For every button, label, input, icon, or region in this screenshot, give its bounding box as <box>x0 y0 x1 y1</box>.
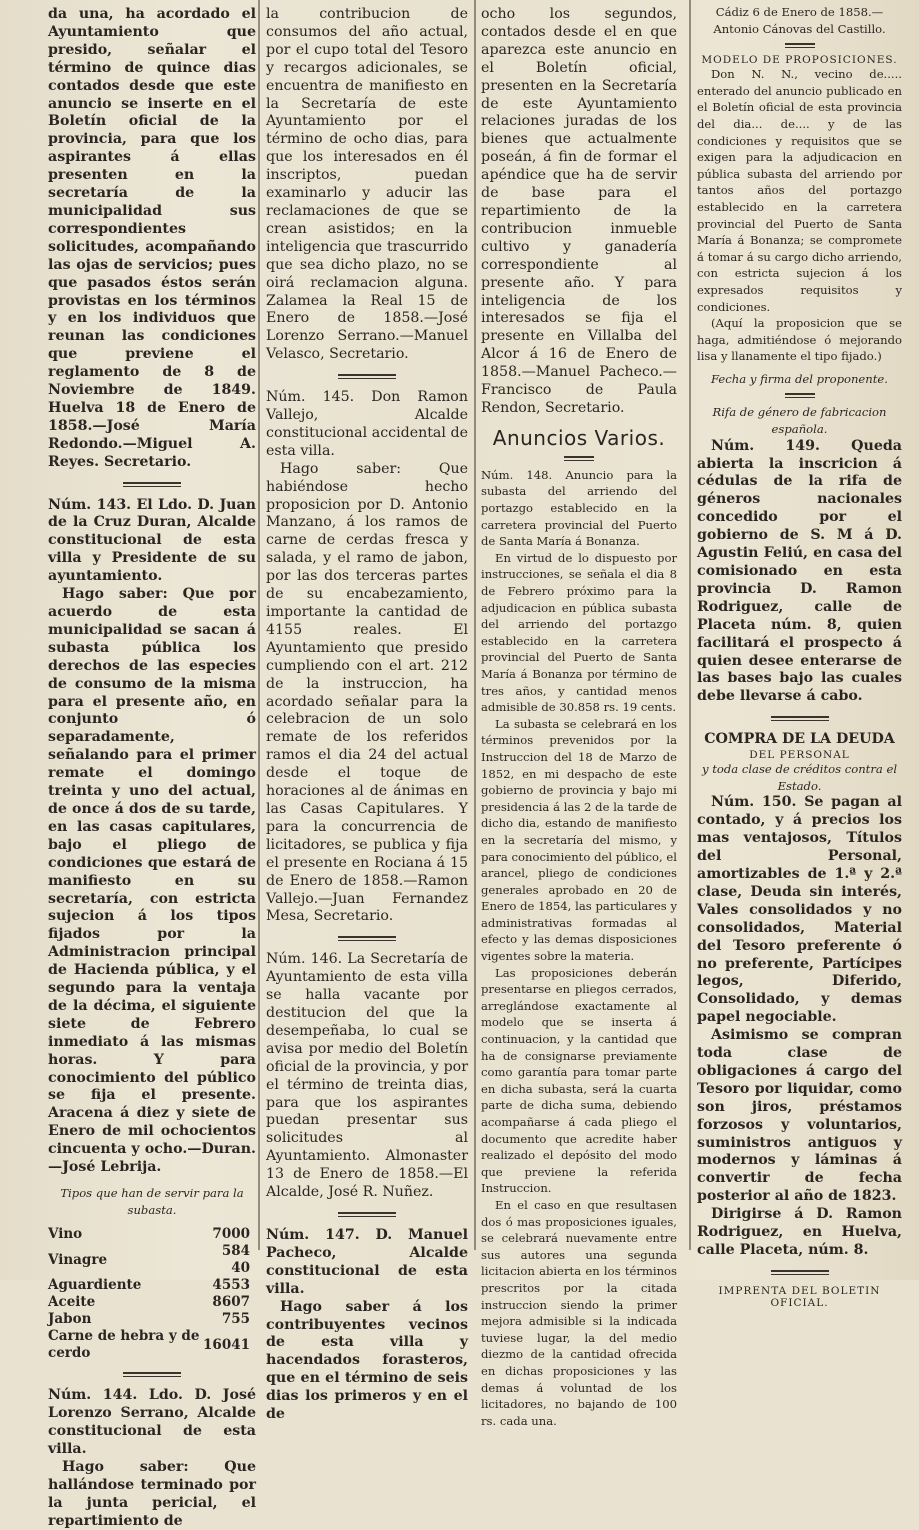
notice-147-heading: Núm. 147. D. Manuel Pacheco, Alcalde constitucional de esta villa. <box>266 1227 468 1297</box>
separator <box>564 456 594 461</box>
notice-150: Núm. 150. Se pagan al contado, y á precios los mas ventajosos, Títulos del Personal, amortizables de 1.ª y 2.ª clase, Deuda sin interés, Vales consolidados y no consolidados, Material del Tesoro preferente ó no preferente, Partícipes legos, Diferido, Consolidado, y demas papel negociable. <box>697 794 902 1026</box>
table-row: Carne de hebra y de cerdo 16041 <box>48 1328 250 1362</box>
compra-title: COMPRA DE LA DEUDA <box>704 731 895 748</box>
notice-148-p2: La subasta se celebrará en los términos prevenidos por la Instruccion del 18 de Marzo de 1852, en mi despacho de este gobierno de provincia y bajo mi presidencia á las 2 de la tarde de dicho dia, estando de manifiesto en la secretaría del mismo, y para conocimiento del público, el arancel, pliego de condiciones generales aprobado en 20 de Enero de 1854, las particulares y administrativas formadas al efecto y las demas disposiciones vigentes sobre la materia. <box>481 716 677 964</box>
model-title: MODELO DE PROPOSICIONES. <box>701 54 898 67</box>
column-3 <box>481 0 677 1428</box>
separator <box>123 1372 181 1377</box>
column-rule <box>474 0 476 1250</box>
table-row: Jabon 755 <box>48 1311 250 1328</box>
col3-intro: ocho los segundos, contados desde el en que aparezca este anuncio en el Boletín oficial, presenten en la Secretaría de este Ayuntamiento relaciones juradas de los bienes que actualmente poseán, á fin de formar el apéndice que ha de servir de base para el repartimiento de la contribucion inmueble cultivo y ganadería correspondiente al presente año. Y para inteligencia de los interesados se fija el presente en Villalba del Alcor á 16 de Enero de 1858.—Manuel Pacheco.—Francisco de Paula Rendon, Secretario. <box>481 6 677 416</box>
column-rule <box>258 0 260 1250</box>
notice-150-p2: Asimismo se compran toda clase de obligaciones á cargo del Tesoro por liquidar, como son jiros, préstamos forzosos y voluntarios, suministros antiguos y modernos y láminas á convertir de fecha posterior al año de 1823. <box>697 1027 902 1205</box>
separator <box>338 1212 396 1217</box>
notice-148-p4: En el caso en que resultasen dos ó mas proposiciones iguales, se celebrará nuevamente entre sus autores una segunda licitacion abierta en los términos prescritos por la citada instruccion siendo la primer mejora admisible si la indicada tuviese lugar, la del medio diezmo de la cantidad ofrecida en dichas proposiciones y las demas á voluntad de los licitadores, no bajando de 100 rs. cada una. <box>481 1197 677 1428</box>
column-4 <box>697 0 902 1309</box>
notice-147-body: Hago saber á los contribuyentes vecinos de esta villa y hacendados forasteros, que en el término de seis dias los primeros y en el de <box>266 1298 468 1423</box>
separator <box>771 1270 829 1275</box>
types-table <box>48 1226 256 1362</box>
imprenta: IMPRENTA DEL BOLETIN OFICIAL. <box>718 1284 881 1309</box>
notice-145-heading: Núm. 145. Don Ramon Vallejo, Alcalde constitucional accidental de esta villa. <box>266 389 468 459</box>
model-note: (Aquí la proposicion que se haga, admitiéndose ó mejorando lisa y llanamente el tipo fijado.) <box>697 316 902 364</box>
column-2 <box>266 0 468 1423</box>
separator <box>785 43 815 48</box>
col1-intro: da una, ha acordado el Ayuntamiento que presido, señalar el término de quince dias contados desde que este anuncio se inserte en el Boletín oficial de la provincia, para que los aspirantes á ellas presenten en la secretaría de la municipalidad sus correspondientes solicitudes, acompañando las ojas de servicios; pues que pasados éstos serán provistas en los términos y en los individuos que reunan las condiciones que previene el reglamento de 8 de Noviembre de 1849. Huelva 18 de Enero de 1858.—José María Redondo.—Miguel A. Reyes. Secretario. <box>48 6 256 470</box>
signature-date: Cádiz 6 de Enero de 1858.—Antonio Cánovas del Castillo. <box>713 5 886 36</box>
section-heading: Anuncios Varios. <box>492 425 666 450</box>
table-row: Vino 7000 <box>48 1226 250 1243</box>
compra-subtitle-2: y toda clase de créditos contra el Estado. <box>701 762 898 793</box>
notice-149: Núm. 149. Queda abierta la inscricion á cédulas de la rifa de géneros nacionales concedido por el gobierno de S. M á D. Agustin Feliú, en casa del comisionado en esta provincia D. Ramon Rodriguez, calle de Placeta núm. 8, quien facilitará el prospecto á quien desee enterarse de las bases bajo las cuales debe llevarse á cabo. <box>697 437 902 705</box>
model-sign: Fecha y firma del proponente. <box>711 371 888 386</box>
notice-148-p1: En virtud de lo dispuesto por instrucciones, se señala el dia 8 de Febrero próximo para la adjudicacion en pública subasta del arriendo del portazgo establecido en la carretera provincial del Puerto de Santa María á Bonanza por término de tres años, y cantidad menos admisible de 30.858 rs. 19 cents. <box>481 550 677 715</box>
col2-intro: la contribucion de consumos del año actual, por el cupo total del Tesoro y recargos adicionales, se encuentra de manifiesto en la Secretaría de este Ayuntamiento por el término de ocho dias, para que los interesados en él inscriptos, puedan examinarlo y aducir las reclamaciones de que se crean asistidos; en la inteligencia que trascurrido que sea dicho plazo, no se oirá reclamacion alguna. Zalamea la Real 15 de Enero de 1858.—José Lorenzo Serrano.—Manuel Velasco, Secretario. <box>266 6 468 363</box>
table-row: Vinagre 584 40 <box>48 1243 250 1277</box>
notice-144-heading: Núm. 144. Ldo. D. José Lorenzo Serrano, Alcalde constitucional de esta villa. <box>48 1387 256 1457</box>
model-body: Don N. N., vecino de..... enterado del anuncio publicado en el Boletín oficial de esta provincia del dia... de.... y de las condiciones y requisitos que se exigen para la adjudicacion en pública subasta del arriendo por tantos años del portazgo establecido en la carretera provincial del Puerto de Santa María á Bonanza; se compromete á tomar á su cargo dicho arriendo, con estricta sujecion á los expresados requisitos y condiciones. <box>697 67 902 314</box>
column-rule <box>689 0 691 1250</box>
separator <box>785 393 815 398</box>
notice-150-p3: Dirigirse á D. Ramon Rodriguez, en Huelva, calle Placeta, núm. 8. <box>697 1206 902 1258</box>
separator <box>338 374 396 379</box>
types-title: Tipos que han de servir para la subasta. <box>60 1186 244 1217</box>
notice-148-p3: Las proposiciones deberán presentarse en pliegos cerrados, arreglándose exactamente al modelo que se inserta á continuacion, y la cantidad que ha de consignarse previamente como garantía para tomar parte en dicha subasta, será la cuarta parte de dicha suma, debiendo acompañarse á cada pliego el documento que acredite haber realizado el depósito del modo que previene la referida Instruccion. <box>481 965 677 1196</box>
separator <box>338 936 396 941</box>
notice-143-heading: Núm. 143. El Ldo. D. Juan de la Cruz Duran, Alcalde constitucional de esta villa y Presidente de su ayuntamiento. <box>48 496 256 585</box>
separator <box>123 482 181 487</box>
table-row: Aceite 8607 <box>48 1294 250 1311</box>
notice-148-heading: Núm. 148. Anuncio para la subasta del arriendo del portazgo establecido en la carretera provincial del Puerto de Santa María á Bonanza. <box>481 467 677 549</box>
column-1 <box>48 0 256 1529</box>
separator <box>771 716 829 721</box>
notice-146: Núm. 146. La Secretaría de Ayuntamiento de esta villa se halla vacante por destitucion del que la desempeñaba, lo cual se avisa por medio del Boletín oficial de la provincia, y por el término de treinta dias, para que los aspirantes puedan presentar sus solicitudes al Ayuntamiento. Almonaster 13 de Enero de 1858.—El Alcalde, José R. Nuñez. <box>266 951 468 1201</box>
notice-145-body: Hago saber: Que habiéndose hecho proposicion por D. Antonio Manzano, á los ramos de carne de cerdas fresca y salada, y el ramo de jabon, por las dos terceras partes de su encabezamiento, importante la cantidad de 4155 reales. El Ayuntamiento que presido cumpliendo con el art. 212 de la instruccion, ha acordado señalar para la celebracion de un solo remate de los referidos ramos el dia 24 del actual desde el toque de horaciones al de ánimas en las Casas Capitulares. Y para la concurrencia de licitadores, se publica y fija el presente en Rociana á 15 de Enero de 1858.—Ramon Vallejo.—Juan Fernandez Mesa, Secretario. <box>266 460 468 925</box>
notice-143-body: Hago saber: Que por acuerdo de esta municipalidad se sacan á subasta pública los derechos de las especies de consumo de la misma para el presente año, en conjunto ó separadamente, señalando para el primer remate el domingo treinta y uno del actual, de once á dos de su tarde, en las casas capitulares, bajo el pliego de condiciones que estará de manifiesto en su secretaría, con estricta sujecion á los tipos fijados por la Administracion principal de Hacienda pública, y el segundo para la ventaja de la décima, el siguiente siete de Febrero inmediato á las mismas horas. Y para conocimiento del público se fija el presente. Aracena á diez y siete de Enero de mil ochocientos cincuenta y ocho.—Duran.—José Lebrija. <box>48 586 256 1176</box>
notice-144-body: Hago saber: Que hallándose terminado por la junta pericial, el repartimiento de <box>48 1458 256 1529</box>
table-row: Aguardiente 4553 <box>48 1277 250 1294</box>
compra-subtitle: DEL PERSONAL <box>749 749 850 762</box>
rifa-title: Rifa de género de fabricacion española. <box>712 405 887 437</box>
